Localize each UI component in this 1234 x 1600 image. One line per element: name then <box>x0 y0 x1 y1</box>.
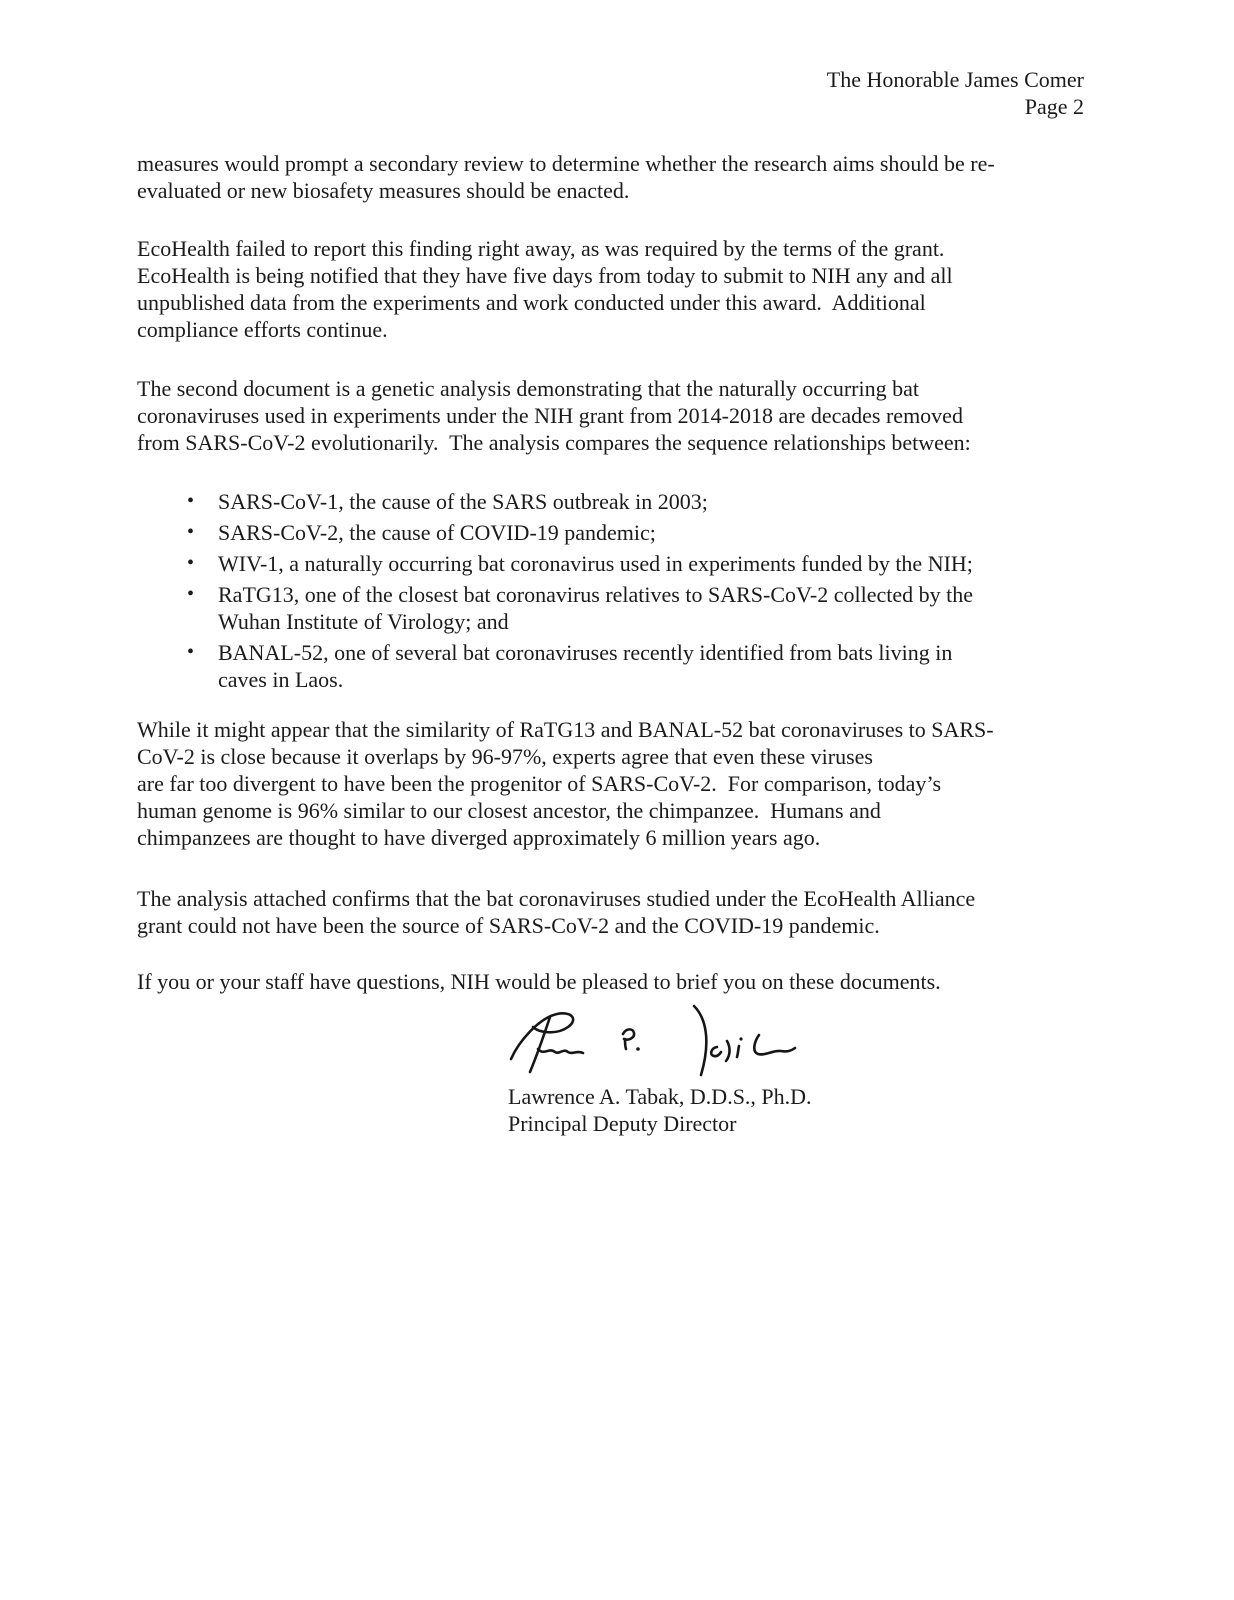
text-line: grant could not have been the source of SARS-CoV-2 and the COVID-19 pandemic. <box>137 913 880 938</box>
text-line: EcoHealth failed to report this finding right away, as was required by the terms of the grant. <box>137 236 945 261</box>
text-line: The analysis attached confirms that the bat coronaviruses studied under the EcoHealth Alliance <box>137 886 976 911</box>
bullet-icon: • <box>187 641 195 663</box>
bullet-text-line: RaTG13, one of the closest bat coronavirus relatives to SARS-CoV-2 collected by the <box>218 582 973 607</box>
text-line: If you or your staff have questions, NIH would be pleased to brief you on these documents. <box>137 969 941 994</box>
bullet-text-line: SARS-CoV-2, the cause of COVID-19 pandemic; <box>218 520 656 545</box>
text-line: chimpanzees are thought to have diverged approximately 6 million years ago. <box>137 825 821 850</box>
paragraph-analysis-conclusion <box>137 885 1084 939</box>
text-line: evaluated or new biosafety measures should be enacted. <box>137 178 630 203</box>
list-item-wiv-1 <box>137 550 1084 577</box>
paragraph-ecohealth-reporting <box>137 235 1084 343</box>
list-item-sars-cov-2 <box>137 519 1084 546</box>
letter-header <box>137 66 1084 120</box>
text-line: human genome is 96% similar to our closest ancestor, the chimpanzee. Humans and <box>137 798 881 823</box>
list-item-ratg13 <box>137 581 1084 635</box>
text-line: While it might appear that the similarity of RaTG13 and BANAL-52 bat coronaviruses to SARS- <box>137 717 994 742</box>
signer-name: Lawrence A. Tabak, D.D.S., Ph.D. <box>508 1084 812 1109</box>
text-line: unpublished data from the experiments and work conducted under this award. Additional <box>137 290 926 315</box>
text-line: EcoHealth is being notified that they have five days from today to submit to NIH any and all <box>137 263 953 288</box>
header-recipient: The Honorable James Comer <box>826 67 1084 92</box>
text-line: compliance efforts continue. <box>137 317 388 342</box>
signer-title: Principal Deputy Director <box>508 1111 737 1136</box>
text-line: are far too divergent to have been the progenitor of SARS-CoV-2. For comparison, today’s <box>137 771 942 796</box>
signature-block <box>505 1003 1084 1137</box>
bullet-icon: • <box>187 583 195 605</box>
bullet-icon: • <box>187 521 195 543</box>
virus-comparison-list <box>137 488 1084 693</box>
paragraph-genetic-analysis-intro <box>137 375 1084 456</box>
text-line: coronaviruses used in experiments under the NIH grant from 2014-2018 are decades removed <box>137 403 963 428</box>
bullet-icon: • <box>187 552 195 574</box>
bullet-text-line: caves in Laos. <box>218 667 344 692</box>
bullet-icon: • <box>187 490 195 512</box>
bullet-text-line: WIV-1, a naturally occurring bat coronavirus used in experiments funded by the NIH; <box>218 551 973 576</box>
text-line: The second document is a genetic analysis demonstrating that the naturally occurring bat <box>137 376 919 401</box>
paragraph-biosafety-review <box>137 150 1084 204</box>
bullet-text-line: BANAL-52, one of several bat coronaviruses recently identified from bats living in <box>218 640 953 665</box>
bullet-text-line: SARS-CoV-1, the cause of the SARS outbreak in 2003; <box>218 489 708 514</box>
list-item-banal-52 <box>137 639 1084 693</box>
text-line: from SARS-CoV-2 evolutionarily. The analysis compares the sequence relationships between: <box>137 430 971 455</box>
list-item-sars-cov-1 <box>137 488 1084 515</box>
header-page-number: Page 2 <box>1024 94 1084 119</box>
paragraph-offer-to-brief <box>137 968 1084 995</box>
text-line: measures would prompt a secondary review to determine whether the research aims should be re- <box>137 151 995 176</box>
text-line: CoV-2 is close because it overlaps by 96-97%, experts agree that even these viruses <box>137 744 873 769</box>
signature-handwriting <box>505 1003 800 1083</box>
paragraph-similarity-argument <box>137 716 1084 851</box>
bullet-text-line: Wuhan Institute of Virology; and <box>218 609 509 634</box>
